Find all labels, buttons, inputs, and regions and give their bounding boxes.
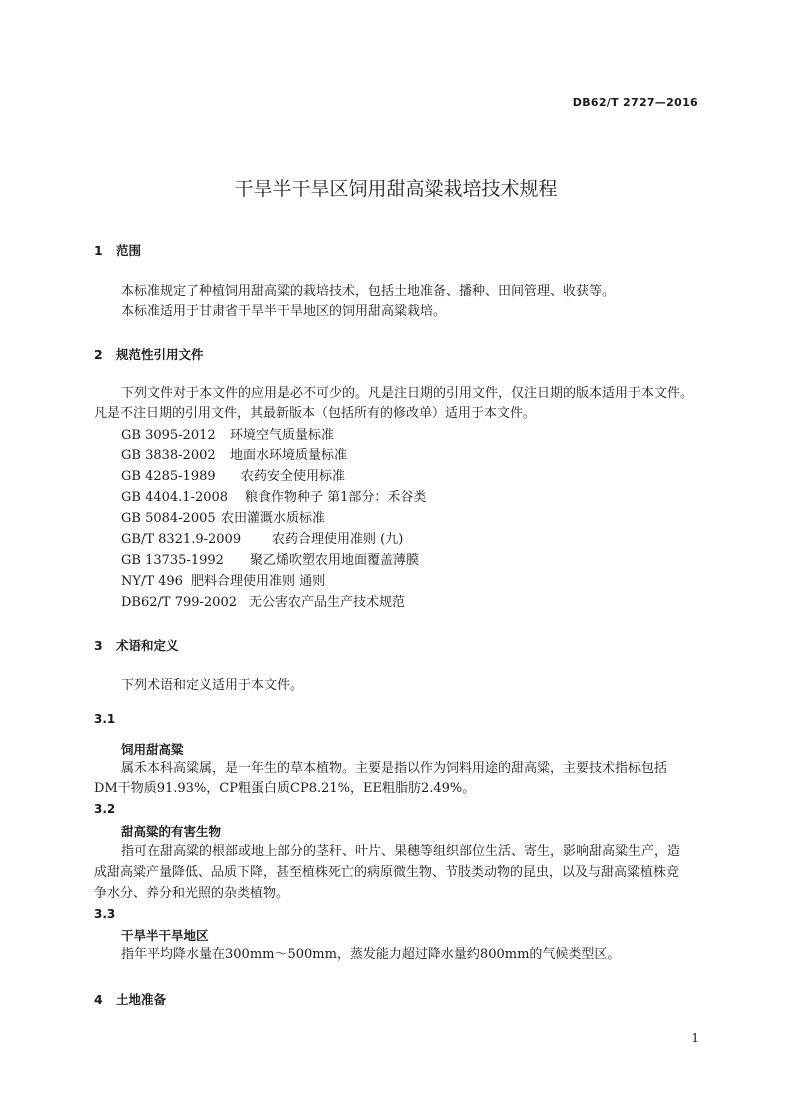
document-code: DB62/T 2727—2016 [572,96,698,109]
clause-number: 3.3 [94,907,116,921]
definition-line: 指可在甜高粱的根部或地上部分的茎秆、叶片、果穗等组织部位生活、寄生，影响甜高粱生产，造 [121,844,681,859]
reference-id: GB/T 8321.9-2009 [121,532,242,547]
reference-name: 无公害农产品生产技术规范 [249,595,406,610]
reference-name: 农田灌溉水质标准 [221,511,326,526]
reference-id: NY/T 496 [121,574,183,589]
section-heading-terms-definitions [94,636,179,654]
clause-number: 3.2 [94,802,116,816]
reference-name: 粮食作物种子 第1部分：禾谷类 [245,490,427,505]
reference-item [121,572,325,592]
section-number: 1 [94,243,103,258]
reference-item [121,593,405,613]
reference-id: GB 4404.1-2008 [121,490,229,505]
definition-line: 属禾本科高粱属，是一年生的草本植物。主要是指以作为饲料用途的甜高粱，主要技术指标包括 [121,761,668,776]
reference-item [121,467,345,487]
reference-item [121,488,426,508]
definition-line: 争水分、养分和光照的杂类植物。 [94,886,290,901]
reference-name: 聚乙烯吹塑农用地面覆盖薄膜 [250,553,420,568]
section-number: 2 [94,347,103,362]
reference-name: 地面水环境质量标准 [230,448,348,463]
reference-name: 农药安全使用标准 [241,469,346,484]
reference-id: GB 3838-2002 [121,448,216,463]
section-title: 范围 [116,243,142,258]
reference-id: GB 4285-1989 [121,469,216,484]
section-number: 3 [94,638,103,653]
section-title: 术语和定义 [116,638,179,653]
section-title: 土地准备 [116,992,167,1007]
reference-name: 环境空气质量标准 [230,428,335,443]
page-number: 1 [691,1031,699,1045]
definition-line: 成甜高粱产量降低、品质下降，甚至植株死亡的病原微生物、节肢类动物的昆虫，以及与甜高粱植株竞 [94,865,680,880]
document-title: 干旱半干旱区饲用甜高粱栽培技术规程 [234,178,558,200]
term-title: 甜高粱的有害生物 [121,824,222,839]
reference-id: DB62/T 799-2002 [121,595,237,610]
reference-name: 肥料合理使用准则 通则 [191,574,326,589]
term-title: 干旱半干旱地区 [121,928,209,943]
definition-line: DM干物质91.93%，CP粗蛋白质CP8.21%，EE粗脂肪2.49%。 [94,781,476,796]
reference-id: GB 3095-2012 [121,428,216,443]
reference-item [121,426,334,446]
section-heading-land-preparation [94,990,166,1008]
section-heading-scope [94,241,141,259]
paragraph: 下列术语和定义适用于本文件。 [121,678,304,693]
definition-line: 指年平均降水量在300mm～500mm，蒸发能力超过降水量约800mm的气候类型区。 [121,947,621,962]
reference-id: GB 13735-1992 [121,553,224,568]
paragraph: 本标准规定了种植饲用甜高粱的栽培技术，包括土地准备、播种、田间管理、收获等。 [121,284,616,299]
reference-id: GB 5084-2005 [121,511,216,526]
reference-item [121,446,347,466]
clause-number: 3.1 [94,712,116,726]
paragraph: 下列文件对于本文件的应用是必不可少的。凡是注日期的引用文件，仅注日期的版本适用于本文件。 [121,386,694,401]
section-number: 4 [94,992,103,1007]
reference-name: 农药合理使用准则 (九) [272,532,404,547]
paragraph: 凡是不注日期的引用文件，其最新版本（包括所有的修改单）适用于本文件。 [94,406,537,421]
term-title: 饲用甜高粱 [121,742,184,757]
reference-item [121,551,419,571]
reference-item [121,530,403,550]
reference-item [121,509,325,529]
section-title: 规范性引用文件 [116,347,204,362]
section-heading-normative-references [94,345,204,363]
paragraph: 本标准适用于甘肃省干旱半干旱地区的饲用甜高粱栽培。 [121,304,447,319]
